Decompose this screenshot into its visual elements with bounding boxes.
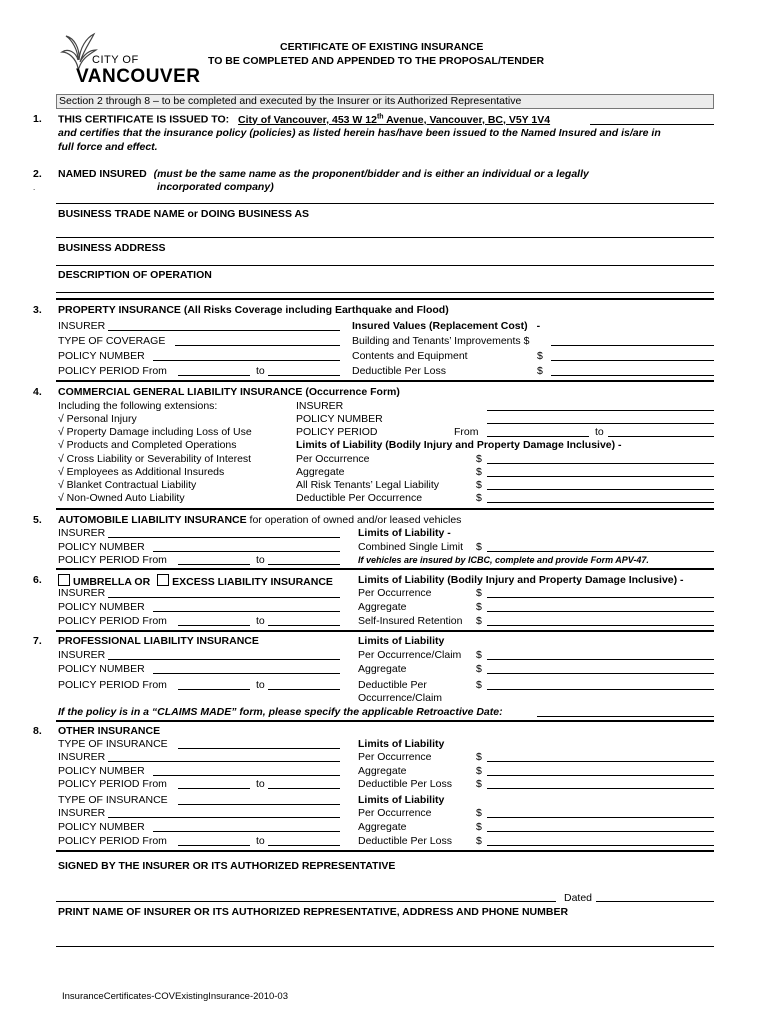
s8-aggregate-dollar-a: $ [476, 765, 482, 777]
s7-from-field[interactable] [178, 689, 250, 690]
s2-named-insured [58, 168, 589, 180]
s5-divider [56, 568, 714, 570]
s8-insurer-field-a[interactable] [108, 761, 340, 762]
s8-insurer-label-b: INSURER [58, 807, 106, 819]
s4-including: Including the following extensions: [58, 400, 218, 412]
s8-policy-field-b[interactable] [153, 831, 340, 832]
s8-aggregate-label-b: Aggregate [358, 821, 407, 833]
s8-to-b: to [256, 835, 265, 847]
s3-num: 3. [33, 304, 42, 316]
s4-ext-6: √ Non-Owned Auto Liability [58, 492, 185, 504]
s5-icbc: If vehicles are insured by ICBC, complete and provide Form APV-47. [358, 555, 649, 565]
s8-type-label-a: TYPE OF INSURANCE [58, 738, 168, 750]
s8-to-a: to [256, 778, 265, 790]
s4-limits: Limits of Liability (Bodily Injury and Property Damage Inclusive) - [296, 439, 622, 451]
s6-policy-field[interactable] [153, 611, 340, 612]
s7-insurer-label: INSURER [58, 649, 106, 661]
s8-to-field-a[interactable] [268, 788, 340, 789]
s3-contents-label: Contents and Equipment [352, 350, 468, 362]
s4-deductible-field[interactable] [487, 502, 714, 503]
title-line2: TO BE COMPLETED AND APPENDED TO THE PROPOSAL/TENDER [208, 55, 545, 67]
s6-from-field[interactable] [178, 625, 250, 626]
s8-aggregate-label-a: Aggregate [358, 765, 407, 777]
s4-deductible-label: Deductible Per Occurrence [296, 492, 423, 504]
s2-address: BUSINESS ADDRESS [58, 242, 166, 254]
s7-num: 7. [33, 635, 42, 647]
s7-to-field[interactable] [268, 689, 340, 690]
s6-sir-field[interactable] [487, 625, 714, 626]
s3-policy-label: POLICY NUMBER [58, 350, 145, 362]
s8-per-occ-label-a: Per Occurrence [358, 751, 432, 763]
s4-tenants-field[interactable] [487, 489, 714, 490]
s5-from-field[interactable] [178, 564, 250, 565]
s6-aggregate-field[interactable] [487, 611, 714, 612]
s8-policy-field-a[interactable] [153, 775, 340, 776]
s4-ext-5: √ Blanket Contractual Liability [58, 479, 197, 491]
s4-title: COMMERCIAL GENERAL LIABILITY INSURANCE (Occurrence Form) [58, 386, 400, 398]
s5-num: 5. [33, 514, 42, 526]
s5-policy-field[interactable] [153, 551, 340, 552]
s6-period-label: POLICY PERIOD From [58, 615, 167, 627]
s4-ext-1: √ Property Damage including Loss of Use [58, 426, 252, 438]
s4-ext-2: √ Products and Completed Operations [58, 439, 237, 451]
s3-building-label: Building and Tenants’ Improvements $ [352, 335, 530, 347]
s2-num: 2. [33, 168, 42, 180]
s6-per-occ-field[interactable] [487, 597, 714, 598]
s8-per-occ-dollar-b: $ [476, 807, 482, 819]
s3-deductible-label: Deductible Per Loss [352, 365, 446, 377]
s7-policy-field[interactable] [153, 673, 340, 674]
logo-line2: VANCOUVER [76, 66, 201, 87]
s7-claims: If the policy is in a “CLAIMS MADE” form, please specify the applicable Retroactive Date: [58, 706, 503, 718]
s2-desc-field[interactable] [56, 292, 714, 293]
s4-insurer-field[interactable] [487, 410, 714, 411]
s7-deductible-label2: Occurrence/Claim [358, 692, 443, 704]
section-note-box [56, 94, 714, 109]
s6-limits: Limits of Liability (Bodily Injury and Property Damage Inclusive) - [358, 574, 684, 586]
dated-label: Dated [564, 892, 593, 904]
print-name-field[interactable] [56, 946, 714, 947]
s3-deductible-dollar: $ [537, 365, 543, 377]
s8-title: OTHER INSURANCE [58, 725, 161, 737]
s7-aggregate-dollar: $ [476, 663, 482, 675]
s6-aggregate-dollar: $ [476, 601, 482, 613]
s7-per-occ-label: Per Occurrence/Claim [358, 649, 462, 661]
s2-address-field[interactable] [56, 265, 714, 266]
s2-note2: incorporated company) [157, 181, 274, 193]
dated-field[interactable] [596, 901, 714, 902]
s6-umbrella: UMBRELLA OR [73, 576, 151, 588]
s7-aggregate-field[interactable] [487, 673, 714, 674]
s6-per-occ-dollar: $ [476, 587, 482, 599]
s4-ext-4: √ Employees as Additional Insureds [58, 466, 225, 478]
print-name-label: PRINT NAME OF INSURER OR ITS AUTHORIZED REPRESENTATIVE, ADDRESS AND PHONE NUMBER [58, 906, 569, 918]
s7-limits: Limits of Liability [358, 635, 445, 647]
s7-retro-date-field[interactable] [537, 716, 714, 717]
s6-insurer-label: INSURER [58, 587, 106, 599]
s3-values-label: Insured Values (Replacement Cost) - [352, 320, 541, 332]
s8-period-label-a: POLICY PERIOD From [58, 778, 167, 790]
s6-policy-label: POLICY NUMBER [58, 601, 145, 613]
s6-per-occ-label: Per Occurrence [358, 587, 432, 599]
s7-deductible-field[interactable] [487, 689, 714, 690]
s3-period-label: POLICY PERIOD From [58, 365, 167, 377]
s1-text1: and certifies that the insurance policy (policies) as listed herein has/have been issued to the Named Insured and is/are in [58, 127, 661, 139]
s8-aggregate-field-a[interactable] [487, 775, 714, 776]
s4-aggregate-label: Aggregate [296, 466, 345, 478]
s8-aggregate-field-b[interactable] [487, 831, 714, 832]
s8-to-field-b[interactable] [268, 845, 340, 846]
s4-per-occ-field[interactable] [487, 463, 714, 464]
s8-from-field-a[interactable] [178, 788, 250, 789]
s8-deductible-dollar-b: $ [476, 835, 482, 847]
signature-field[interactable] [56, 901, 556, 902]
s3-insurer-field[interactable] [108, 330, 340, 331]
s5-period-label: POLICY PERIOD From [58, 554, 167, 566]
s8-insurer-field-b[interactable] [108, 817, 340, 818]
s3-type-label: TYPE OF COVERAGE [58, 335, 166, 347]
s7-title: PROFESSIONAL LIABILITY INSURANCE [58, 635, 259, 647]
s2-note1: (must be the same name as the proponent/bidder and is either an individual or a legally [153, 168, 589, 180]
s8-deductible-label-b: Deductible Per Loss [358, 835, 452, 847]
s5-policy-label: POLICY NUMBER [58, 541, 145, 553]
umbrella-checkbox[interactable] [58, 574, 70, 586]
s6-aggregate-label: Aggregate [358, 601, 407, 613]
s5-to-field[interactable] [268, 564, 340, 565]
s8-per-occ-field-b[interactable] [487, 817, 714, 818]
s5-title-rest: for operation of owned and/or leased vehicles [246, 514, 462, 526]
s2-trade-field[interactable] [56, 237, 714, 238]
s1-underline [590, 124, 714, 125]
s6-to: to [256, 615, 265, 627]
s6-sir-dollar: $ [476, 615, 482, 627]
city-logo [56, 28, 201, 90]
s8-from-field-b[interactable] [178, 845, 250, 846]
s2-divider [56, 298, 714, 300]
s5-csl-label: Combined Single Limit [358, 541, 464, 553]
s3-contents-dollar: $ [537, 350, 543, 362]
s6-sir-label: Self-Insured Retention [358, 615, 463, 627]
s5-csl-field[interactable] [487, 551, 714, 552]
s3-deductible-field[interactable] [551, 375, 714, 376]
s8-divider [56, 850, 714, 852]
s4-from: From [454, 426, 479, 438]
s7-per-occ-dollar: $ [476, 649, 482, 661]
s4-aggregate-field[interactable] [487, 476, 714, 477]
s6-title-line [58, 574, 333, 588]
s4-num: 4. [33, 386, 42, 398]
s8-limits-b: Limits of Liability [358, 794, 445, 806]
s7-aggregate-label: Aggregate [358, 663, 407, 675]
signed-label: SIGNED BY THE INSURER OR ITS AUTHORIZED REPRESENTATIVE [58, 860, 396, 872]
s5-title: AUTOMOBILE LIABILITY INSURANCE [58, 514, 247, 526]
s1-num: 1. [33, 113, 42, 125]
s3-insurer-label: INSURER [58, 320, 106, 332]
s7-deductible-label1: Deductible Per [358, 679, 427, 691]
s8-policy-label-b: POLICY NUMBER [58, 821, 145, 833]
s6-insurer-field[interactable] [108, 597, 340, 598]
s4-tenants-label: All Risk Tenants’ Legal Liability [296, 479, 439, 491]
s4-policy-label: POLICY NUMBER [296, 413, 383, 425]
s1-text2: full force and effect. [58, 141, 158, 153]
s5-insurer-field[interactable] [108, 537, 340, 538]
s8-limits-a: Limits of Liability [358, 738, 445, 750]
s5-title-line [58, 514, 461, 526]
logo-line1: CITY OF [92, 54, 139, 66]
s4-deductible-dollar: $ [476, 492, 482, 504]
s4-period-label: POLICY PERIOD [296, 426, 378, 438]
s4-aggregate-dollar: $ [476, 466, 482, 478]
s8-insurer-label-a: INSURER [58, 751, 106, 763]
s3-title: PROPERTY INSURANCE (All Risks Coverage including Earthquake and Flood) [58, 304, 449, 316]
s4-from-field[interactable] [487, 436, 589, 437]
s2-dot: . [33, 183, 36, 192]
s3-type-field[interactable] [175, 345, 340, 346]
s8-type-field-b[interactable] [178, 804, 340, 805]
s7-to: to [256, 679, 265, 691]
s8-per-occ-field-a[interactable] [487, 761, 714, 762]
s6-num: 6. [33, 574, 42, 586]
s3-divider [56, 380, 714, 382]
s3-policy-field[interactable] [153, 360, 340, 361]
title-line1: CERTIFICATE OF EXISTING INSURANCE [280, 41, 484, 53]
s1-address: City of Vancouver, 453 W 12th Avenue, Vancouver, BC, V5Y 1V4 [238, 113, 551, 126]
s7-period-label: POLICY PERIOD From [58, 679, 167, 691]
s8-aggregate-dollar-b: $ [476, 821, 482, 833]
s6-to-field[interactable] [268, 625, 340, 626]
s4-policy-field[interactable] [487, 423, 714, 424]
s5-to: to [256, 554, 265, 566]
s7-divider [56, 720, 714, 722]
s3-from-field[interactable] [178, 375, 250, 376]
s4-divider [56, 508, 714, 510]
s4-per-occ-label: Per Occurrence [296, 453, 370, 465]
s4-to: to [595, 426, 604, 438]
s7-policy-label: POLICY NUMBER [58, 663, 145, 675]
s5-insurer-label: INSURER [58, 527, 106, 539]
s7-deductible-dollar: $ [476, 679, 482, 691]
s8-deductible-field-a[interactable] [487, 788, 714, 789]
s4-to-field[interactable] [608, 436, 714, 437]
s8-policy-label-a: POLICY NUMBER [58, 765, 145, 777]
s4-tenants-dollar: $ [476, 479, 482, 491]
s3-building-field[interactable] [551, 345, 714, 346]
s7-insurer-field[interactable] [108, 659, 340, 660]
s6-divider [56, 630, 714, 632]
s8-period-label-b: POLICY PERIOD From [58, 835, 167, 847]
excess-checkbox[interactable] [157, 574, 169, 586]
s7-per-occ-field[interactable] [487, 659, 714, 660]
s8-per-occ-label-b: Per Occurrence [358, 807, 432, 819]
s4-ext-0: √ Personal Injury [58, 413, 137, 425]
s8-num: 8. [33, 725, 42, 737]
s3-to: to [256, 365, 265, 377]
s4-per-occ-dollar: $ [476, 453, 482, 465]
s1-issued-line [58, 113, 550, 126]
s2-desc: DESCRIPTION OF OPERATION [58, 269, 212, 281]
s8-deductible-field-b[interactable] [487, 845, 714, 846]
s8-type-field-a[interactable] [178, 748, 340, 749]
s4-insurer-label: INSURER [296, 400, 344, 412]
section-note: Section 2 through 8 – to be completed and executed by the Insurer or its Authorized Representative [59, 95, 522, 107]
s2-label: NAMED INSURED [58, 168, 147, 180]
s5-limits: Limits of Liability - [358, 527, 451, 539]
s3-to-field[interactable] [268, 375, 340, 376]
s2-name-field[interactable] [56, 203, 714, 204]
footer-code: InsuranceCertificates-COVExistingInsurance-2010-03 [62, 991, 288, 1002]
s3-contents-field[interactable] [551, 360, 714, 361]
s1-lead: THIS CERTIFICATE IS ISSUED TO: [58, 113, 230, 126]
s8-type-label-b: TYPE OF INSURANCE [58, 794, 168, 806]
s8-deductible-dollar-a: $ [476, 778, 482, 790]
s8-per-occ-dollar-a: $ [476, 751, 482, 763]
s4-ext-3: √ Cross Liability or Severability of Interest [58, 453, 252, 465]
s5-csl-dollar: $ [476, 541, 482, 553]
s6-excess: EXCESS LIABILITY INSURANCE [172, 576, 333, 588]
s8-deductible-label-a: Deductible Per Loss [358, 778, 452, 790]
s2-trade: BUSINESS TRADE NAME or DOING BUSINESS AS [58, 208, 310, 220]
